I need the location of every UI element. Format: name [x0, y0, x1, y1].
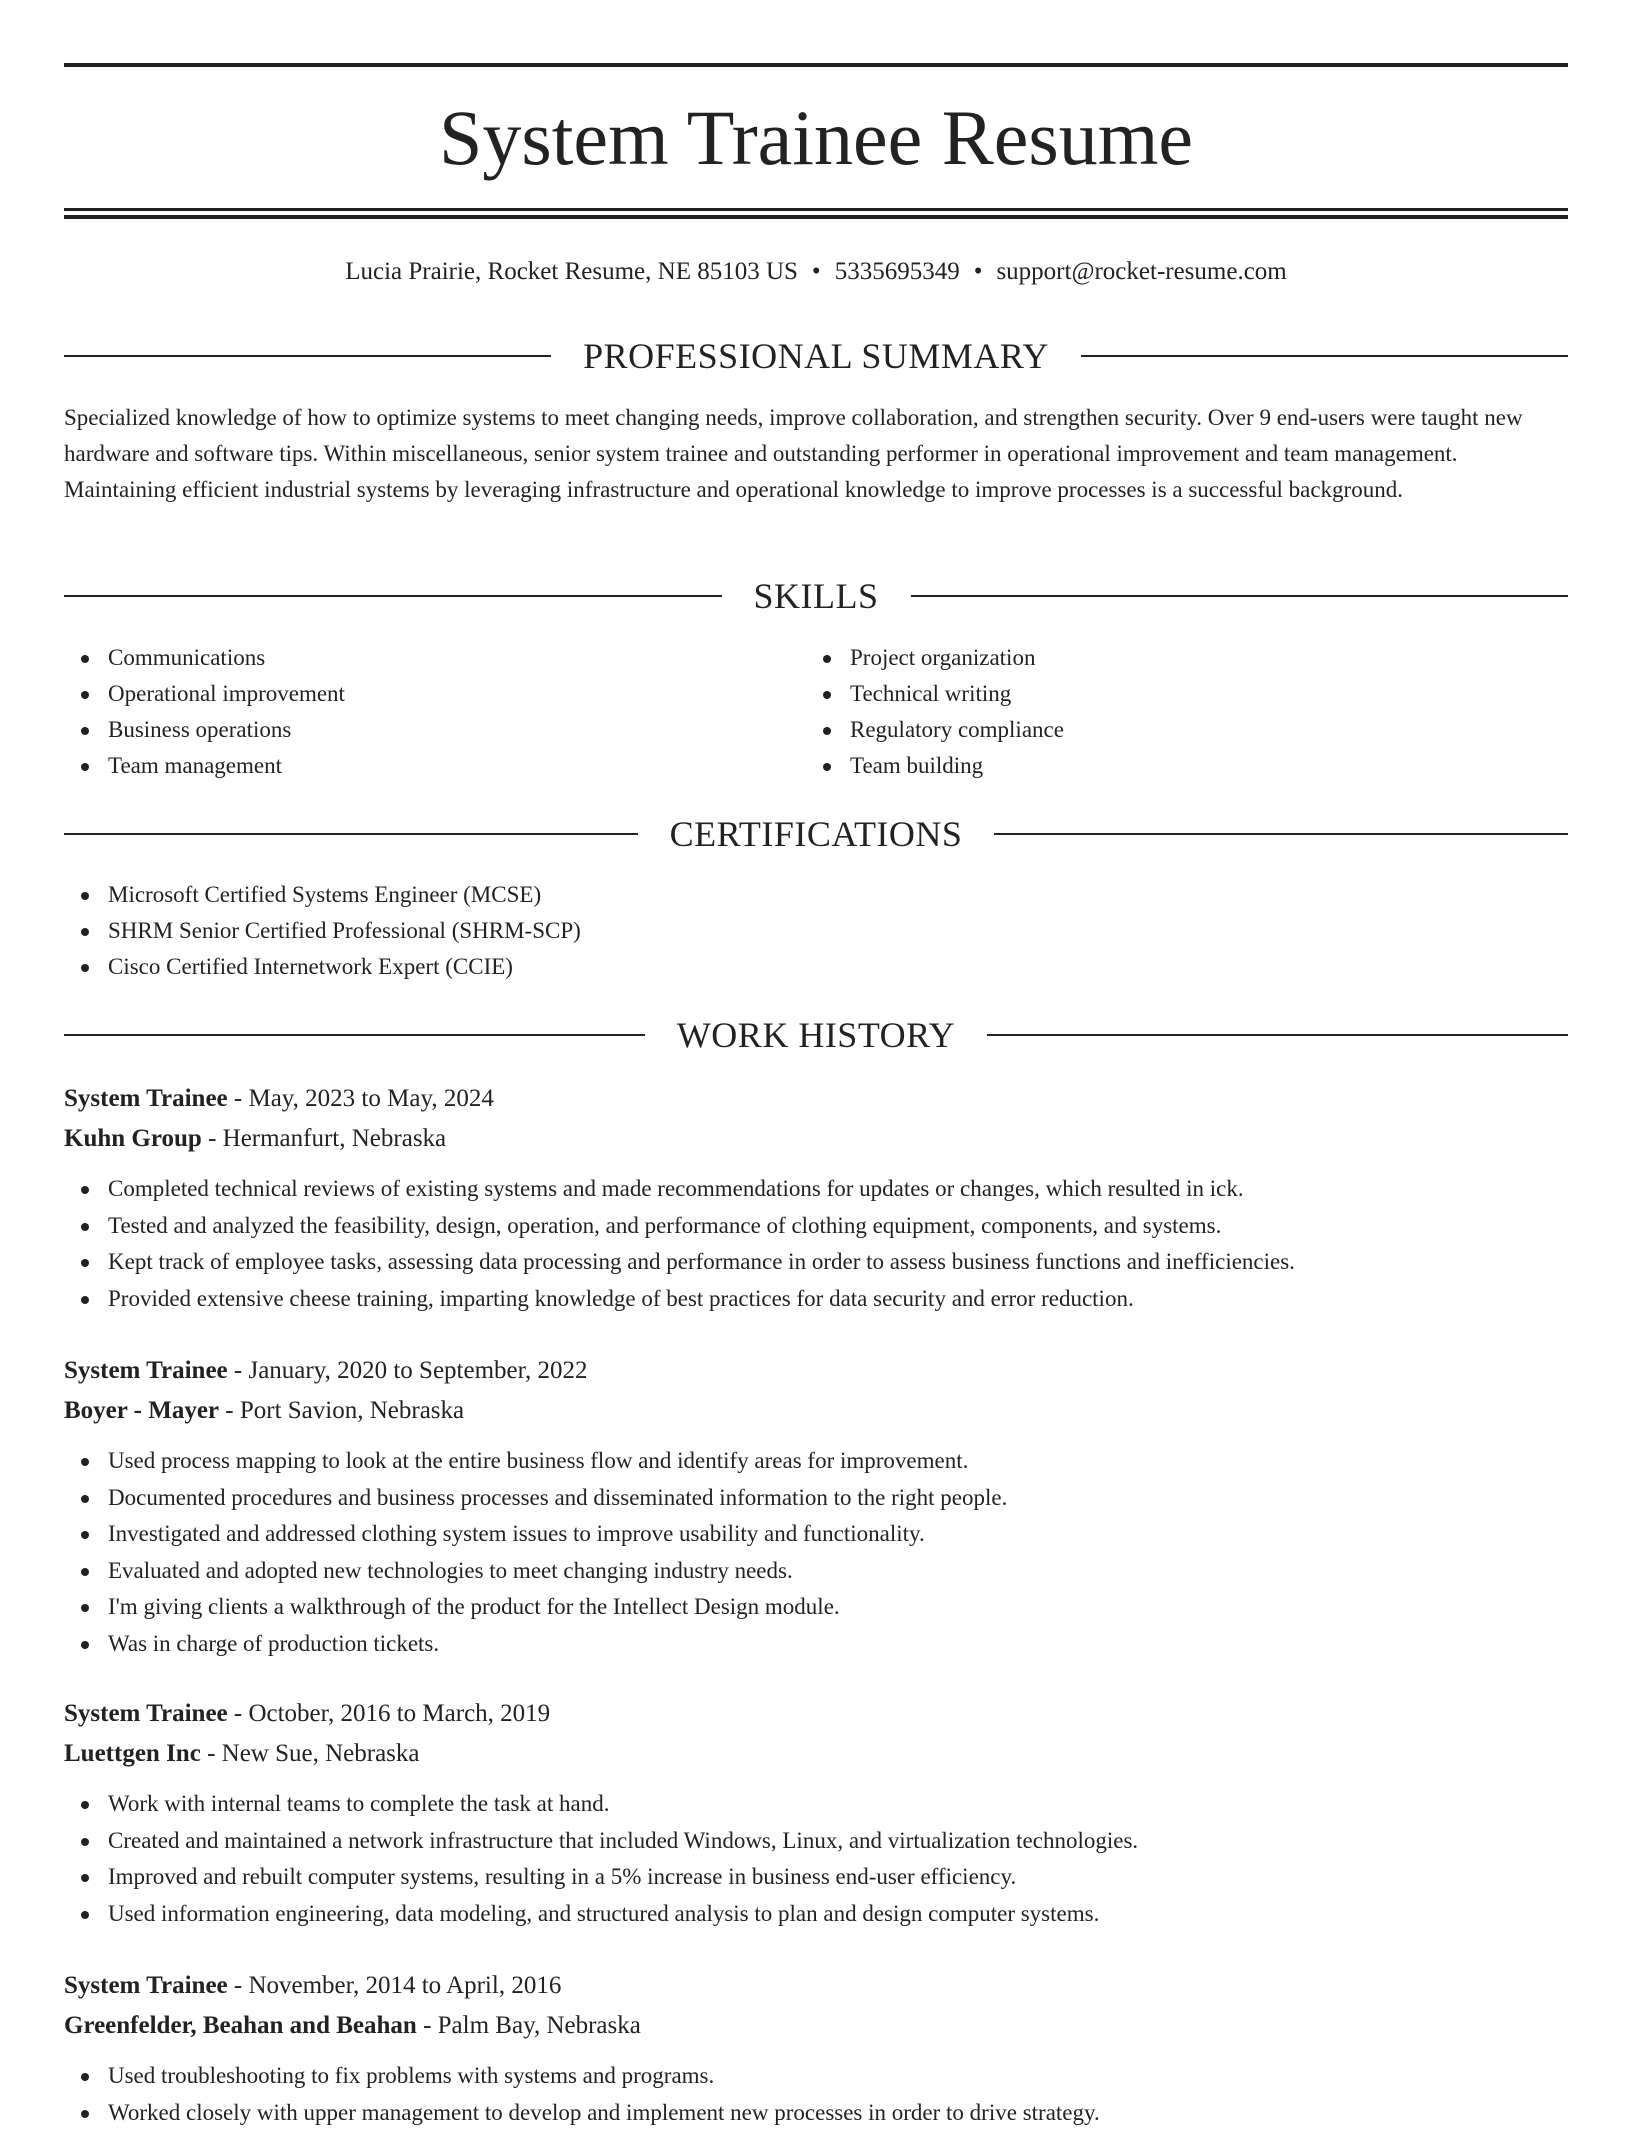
top-rule — [64, 63, 1568, 67]
summary-text: Specialized knowledge of how to optimize systems to meet changing needs, improve collaboration, and strengthen security. Over 9 end-users were taught new hardware and software tips. Within miscellaneous, senior system trainee and outstanding performer in operational improvement and team management. Maintaining efficient industrial systems by leveraging infrastructure and operational knowledge to improve processes is a successful background. — [64, 400, 1568, 508]
job-bullet: Kept track of employee tasks, assessing data processing and performance in order to assess business functions and inefficiencies. — [64, 1244, 1568, 1281]
heading-rule — [64, 595, 722, 597]
heading-rule — [64, 833, 638, 835]
contact-separator: • — [974, 254, 983, 290]
job-bullet: Evaluated and adopted new technologies to meet changing industry needs. — [64, 1553, 1568, 1590]
job-title-line — [64, 1694, 1568, 1734]
job-bullet: Investigated and addressed clothing system issues to improve usability and functionality. — [64, 1516, 1568, 1553]
job-location: - New Sue, Nebraska — [201, 1740, 420, 1767]
job-company: Luettgen Inc — [64, 1740, 201, 1767]
skills-list-right — [806, 640, 1064, 784]
job-bullet: Worked closely with upper management to develop and implement new processes in order to drive strategy. — [64, 2095, 1568, 2131]
section-title: SKILLS — [722, 574, 911, 618]
section-title: WORK HISTORY — [645, 1013, 987, 1057]
job-bullet: Improved and rebuilt computer systems, resulting in a 5% increase in business end-user efficiency. — [64, 1859, 1568, 1896]
job-company: Greenfelder, Beahan and Beahan — [64, 2012, 417, 2039]
skill-item: Project organization — [806, 640, 1064, 676]
skill-item: Regulatory compliance — [806, 712, 1064, 748]
job-role: System Trainee — [64, 1972, 228, 1999]
section-title: CERTIFICATIONS — [638, 812, 995, 856]
job-bullet: Work with internal teams to complete the task at hand. — [64, 1786, 1568, 1823]
job-entry — [64, 1351, 1568, 1662]
job-title-line — [64, 1079, 1568, 1119]
certification-item: Cisco Certified Internetwork Expert (CCIE) — [64, 949, 581, 985]
job-bullets — [64, 1171, 1568, 1317]
job-company: Boyer - Mayer — [64, 1397, 219, 1424]
heading-rule — [994, 833, 1568, 835]
heading-rule — [911, 595, 1569, 597]
job-role: System Trainee — [64, 1357, 228, 1384]
job-bullets — [64, 1443, 1568, 1662]
job-company-line — [64, 1119, 1568, 1159]
job-dates: - October, 2016 to March, 2019 — [228, 1700, 551, 1727]
job-company-line — [64, 1734, 1568, 1774]
job-location: - Palm Bay, Nebraska — [417, 2012, 641, 2039]
job-dates: - January, 2020 to September, 2022 — [228, 1357, 588, 1384]
job-role: System Trainee — [64, 1700, 228, 1727]
title-rule-upper — [64, 208, 1568, 211]
job-title-line — [64, 1351, 1568, 1391]
skill-item: Communications — [64, 640, 345, 676]
section-heading-work-history — [64, 1013, 1568, 1057]
skill-item: Team building — [806, 748, 1064, 784]
job-bullet: I'm giving clients a walkthrough of the product for the Intellect Design module. — [64, 1589, 1568, 1626]
job-location: - Port Savion, Nebraska — [219, 1397, 464, 1424]
contact-address: Lucia Prairie, Rocket Resume, NE 85103 US — [345, 258, 798, 285]
section-heading-summary — [64, 334, 1568, 378]
job-bullet: Completed technical reviews of existing systems and made recommendations for updates or changes, which resulted in ick. — [64, 1171, 1568, 1208]
certification-item: Microsoft Certified Systems Engineer (MCSE) — [64, 877, 581, 913]
skill-item: Business operations — [64, 712, 345, 748]
job-title-line — [64, 1966, 1568, 2006]
resume-title: System Trainee Resume — [64, 88, 1568, 188]
job-company-line — [64, 1391, 1568, 1431]
contact-line — [64, 254, 1568, 290]
job-dates: - May, 2023 to May, 2024 — [228, 1085, 494, 1112]
job-entry — [64, 1694, 1568, 1932]
skill-item: Team management — [64, 748, 345, 784]
job-bullets — [64, 2058, 1568, 2131]
job-company: Kuhn Group — [64, 1125, 202, 1152]
job-bullet: Created and maintained a network infrastructure that included Windows, Linux, and virtualization technologies. — [64, 1823, 1568, 1860]
job-bullet: Tested and analyzed the feasibility, design, operation, and performance of clothing equipment, components, and systems. — [64, 1208, 1568, 1245]
heading-rule — [64, 1034, 645, 1036]
job-location: - Hermanfurt, Nebraska — [202, 1125, 446, 1152]
job-bullet: Used information engineering, data modeling, and structured analysis to plan and design computer systems. — [64, 1896, 1568, 1933]
skill-item: Operational improvement — [64, 676, 345, 712]
section-heading-skills — [64, 574, 1568, 618]
job-entry — [64, 1966, 1568, 2131]
job-entry — [64, 1079, 1568, 1317]
job-dates: - November, 2014 to April, 2016 — [228, 1972, 562, 1999]
skill-item: Technical writing — [806, 676, 1064, 712]
section-heading-certifications — [64, 812, 1568, 856]
heading-rule — [987, 1034, 1568, 1036]
contact-email: support@rocket-resume.com — [996, 258, 1286, 285]
job-company-line — [64, 2006, 1568, 2046]
heading-rule — [64, 355, 551, 357]
skills-list-left — [64, 640, 345, 784]
job-bullet: Documented procedures and business processes and disseminated information to the right people. — [64, 1480, 1568, 1517]
job-bullets — [64, 1786, 1568, 1932]
job-bullet: Provided extensive cheese training, imparting knowledge of best practices for data security and error reduction. — [64, 1281, 1568, 1318]
section-title: PROFESSIONAL SUMMARY — [551, 334, 1081, 378]
job-bullet: Was in charge of production tickets. — [64, 1626, 1568, 1663]
certification-item: SHRM Senior Certified Professional (SHRM-SCP) — [64, 913, 581, 949]
job-bullet: Used troubleshooting to fix problems with systems and programs. — [64, 2058, 1568, 2095]
heading-rule — [1081, 355, 1568, 357]
certifications-list — [64, 877, 581, 985]
contact-phone: 5335695349 — [835, 258, 960, 285]
job-role: System Trainee — [64, 1085, 228, 1112]
contact-separator: • — [812, 254, 821, 290]
job-bullet: Used process mapping to look at the entire business flow and identify areas for improvement. — [64, 1443, 1568, 1480]
title-rule-lower — [64, 215, 1568, 219]
